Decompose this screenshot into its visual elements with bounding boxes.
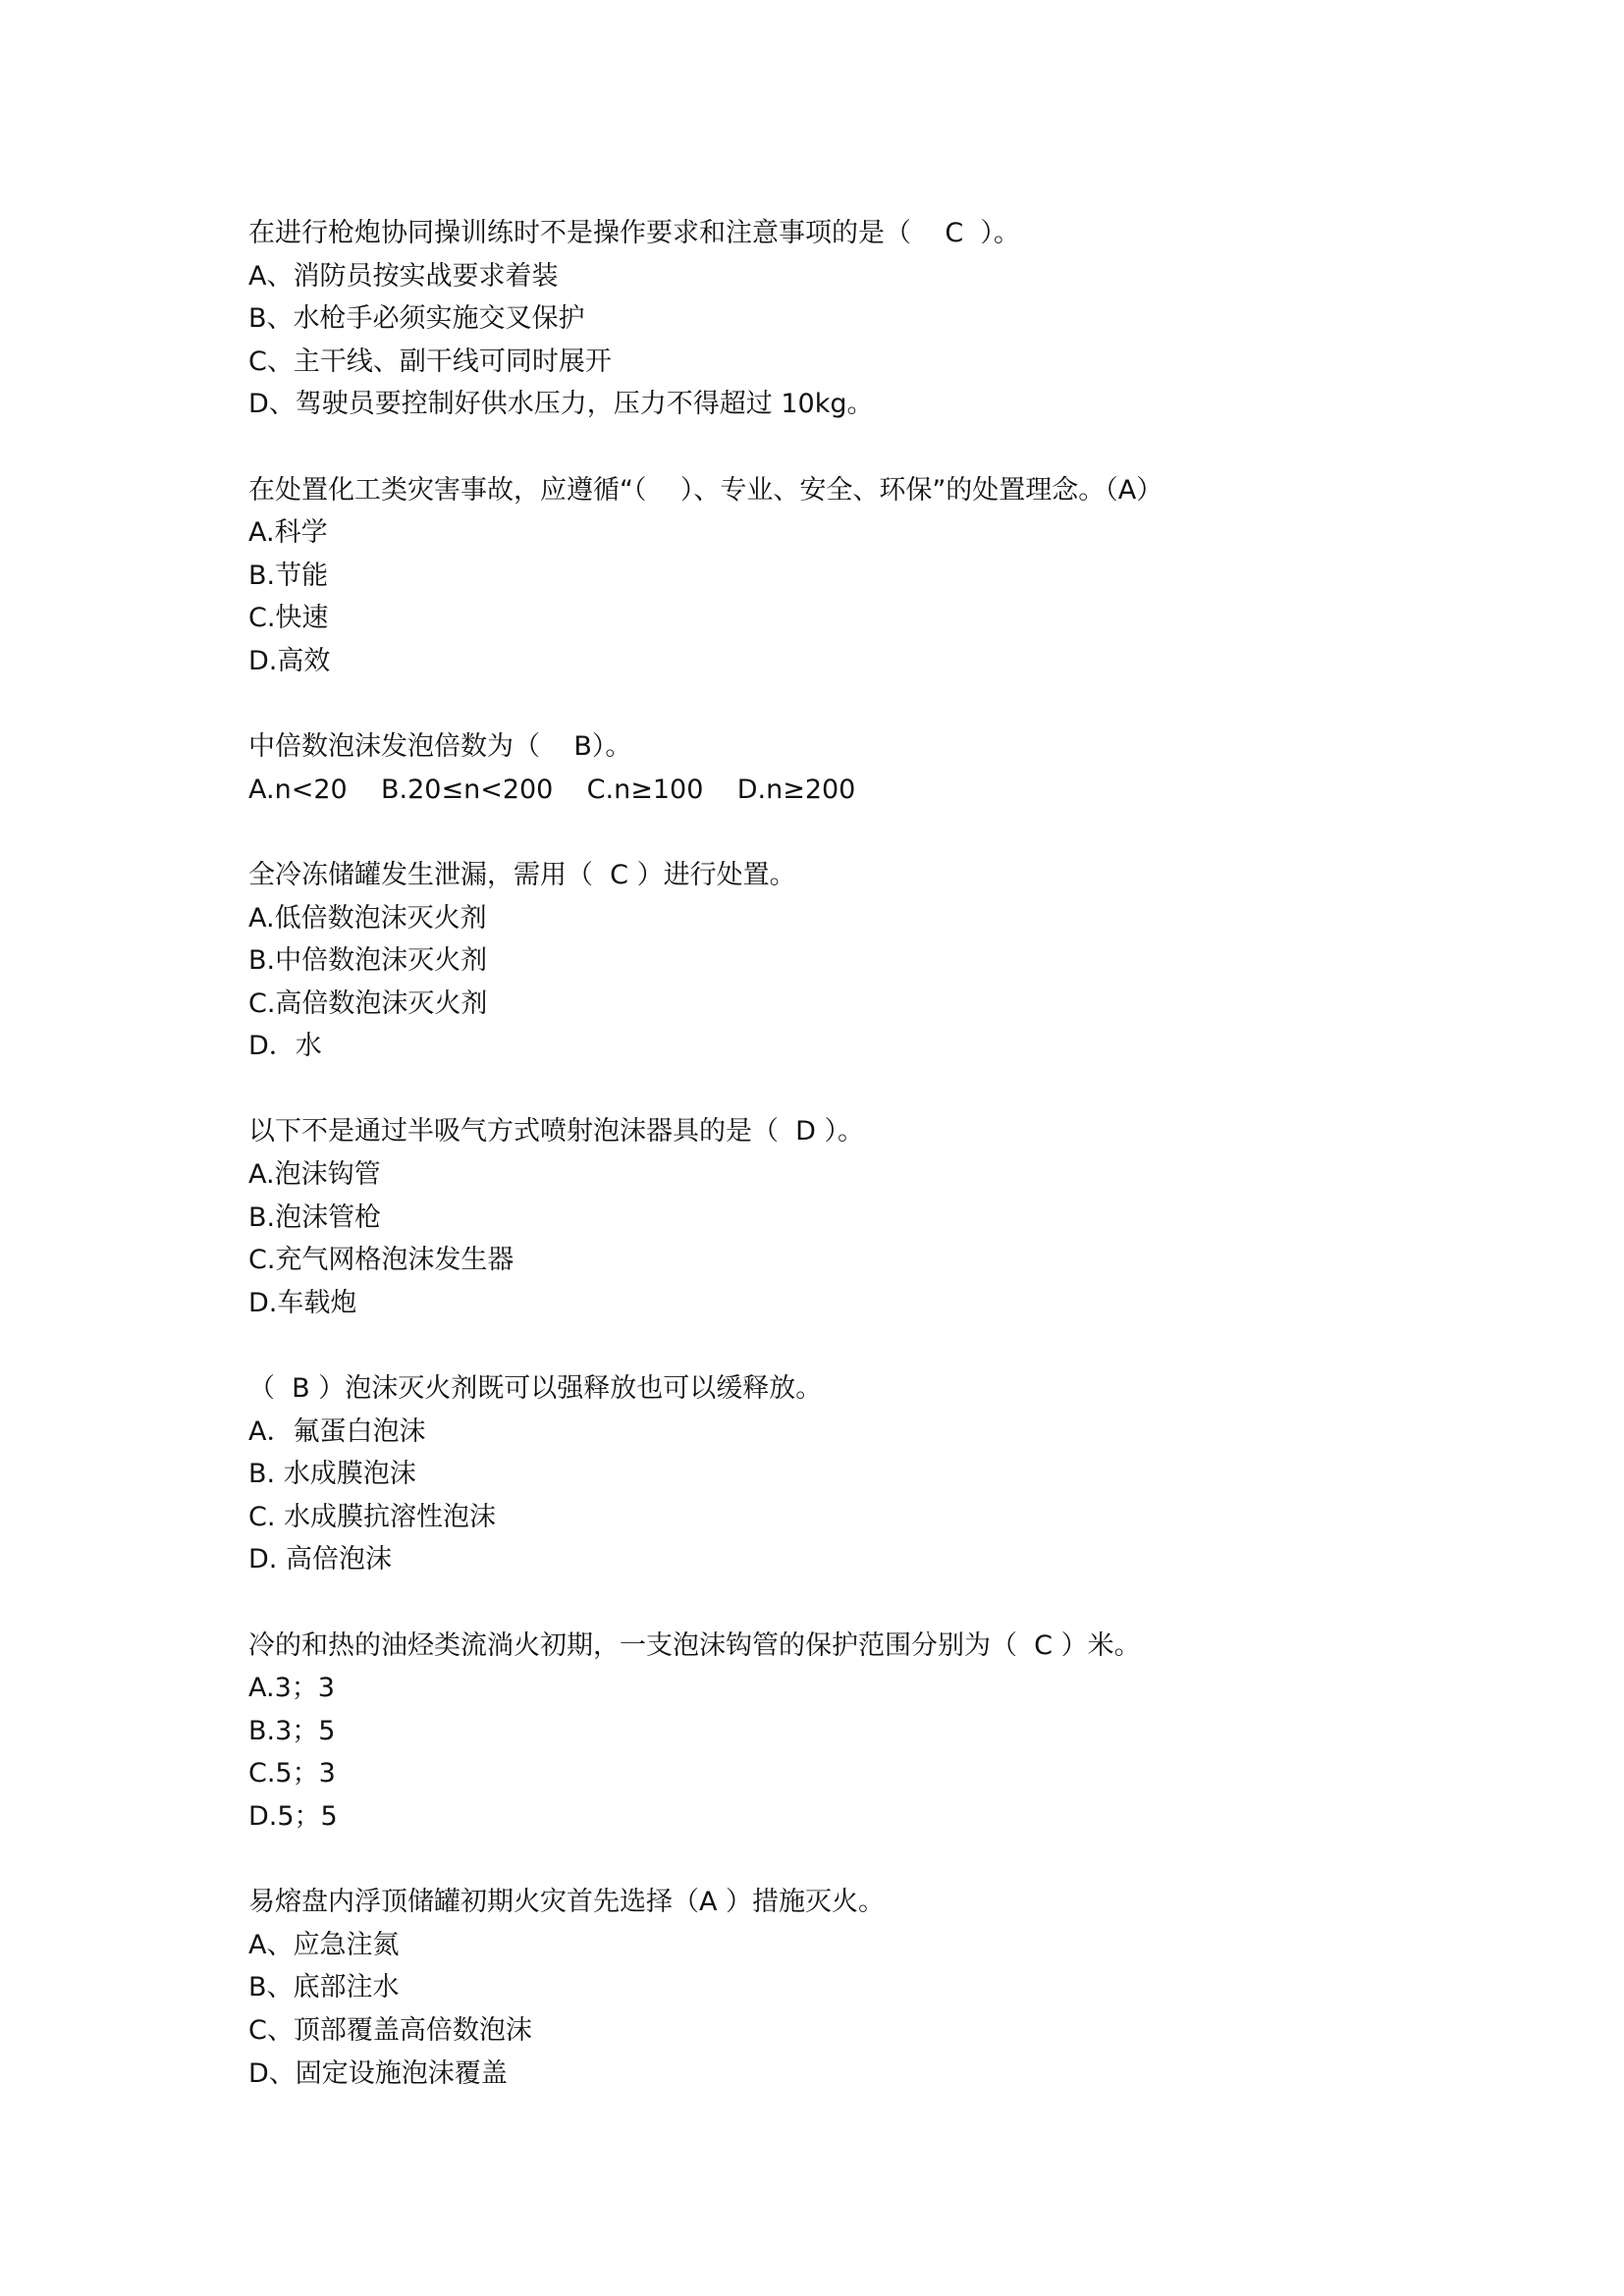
answer-option: B、水枪手必须实施交叉保护 bbox=[248, 303, 585, 335]
answer-option: A.低倍数泡沫灭火剂 bbox=[248, 902, 487, 934]
answer-option: D.车载炮 bbox=[248, 1287, 357, 1318]
answer-option: B.3；5 bbox=[248, 1715, 336, 1746]
answer-option: A.n<20 B.20≤n<200 C.n≥100 D.n≥200 bbox=[248, 774, 856, 805]
answer-option: C、顶部覆盖高倍数泡沫 bbox=[248, 2014, 532, 2046]
answer-option: B.中倍数泡沫灭火剂 bbox=[248, 945, 488, 977]
answer-option: B.节能 bbox=[248, 560, 329, 591]
question-stem: 全冷冻储罐发生泄漏，需用（ C ）进行处置。 bbox=[248, 859, 796, 890]
answer-option: A.科学 bbox=[248, 517, 328, 549]
answer-option: A.3；3 bbox=[248, 1673, 335, 1704]
question-block bbox=[248, 1881, 1427, 2095]
question-stem: 易熔盘内浮顶储罐初期火灾首先选择（A ）措施灭火。 bbox=[248, 1887, 886, 1918]
answer-option: B. 水成膜泡沫 bbox=[248, 1459, 416, 1490]
answer-option: D、固定设施泡沫覆盖 bbox=[248, 2057, 508, 2089]
answer-option: D. 高倍泡沫 bbox=[248, 1544, 392, 1575]
question-block bbox=[248, 854, 1427, 1068]
answer-option: D.5；5 bbox=[248, 1800, 338, 1832]
question-stem: 在进行枪炮协同操训练时不是操作要求和注意事项的是（ C ）。 bbox=[248, 218, 1020, 248]
answer-option: A、消防员按实战要求着装 bbox=[248, 260, 559, 292]
answer-option: D.高效 bbox=[248, 645, 331, 676]
question-block bbox=[248, 725, 1427, 811]
answer-option: A.泡沫钩管 bbox=[248, 1159, 381, 1191]
question-block bbox=[248, 1367, 1427, 1581]
answer-option: C.充气网格泡沫发生器 bbox=[248, 1245, 514, 1276]
question-block bbox=[248, 469, 1427, 683]
answer-option: C.5；3 bbox=[248, 1758, 336, 1789]
answer-option: C.快速 bbox=[248, 603, 329, 634]
answer-option: A、应急注氮 bbox=[248, 1929, 400, 1960]
question-stem: 在处置化工类灾害事故，应遵循“（ ）、专业、安全、环保”的处置理念。（A） bbox=[248, 474, 1164, 506]
question-block bbox=[248, 1625, 1427, 1839]
question-stem: 中倍数泡沫发泡倍数为（ B）。 bbox=[248, 731, 632, 763]
question-stem: 冷的和热的油烃类流淌火初期，一支泡沫钩管的保护范围分别为（ C ）米。 bbox=[248, 1629, 1141, 1661]
question-stem: 以下不是通过半吸气方式喷射泡沫器具的是（ D ）。 bbox=[248, 1116, 865, 1148]
answer-option: D、驾驶员要控制好供水压力，压力不得超过 10kg。 bbox=[248, 389, 874, 420]
answer-option: A．氟蛋白泡沫 bbox=[248, 1415, 426, 1447]
answer-option: B.泡沫管枪 bbox=[248, 1201, 382, 1233]
answer-option: D．水 bbox=[248, 1031, 322, 1062]
answer-option: C. 水成膜抗溶性泡沫 bbox=[248, 1501, 497, 1532]
document-body bbox=[248, 212, 1427, 2138]
answer-option: C.高倍数泡沫灭火剂 bbox=[248, 988, 488, 1019]
answer-option: C、主干线、副干线可同时展开 bbox=[248, 346, 612, 377]
question-block bbox=[248, 212, 1427, 426]
question-stem: （ B ）泡沫灭火剂既可以强释放也可以缓释放。 bbox=[248, 1373, 823, 1405]
answer-option: B、底部注水 bbox=[248, 1972, 400, 2003]
question-block bbox=[248, 1110, 1427, 1324]
